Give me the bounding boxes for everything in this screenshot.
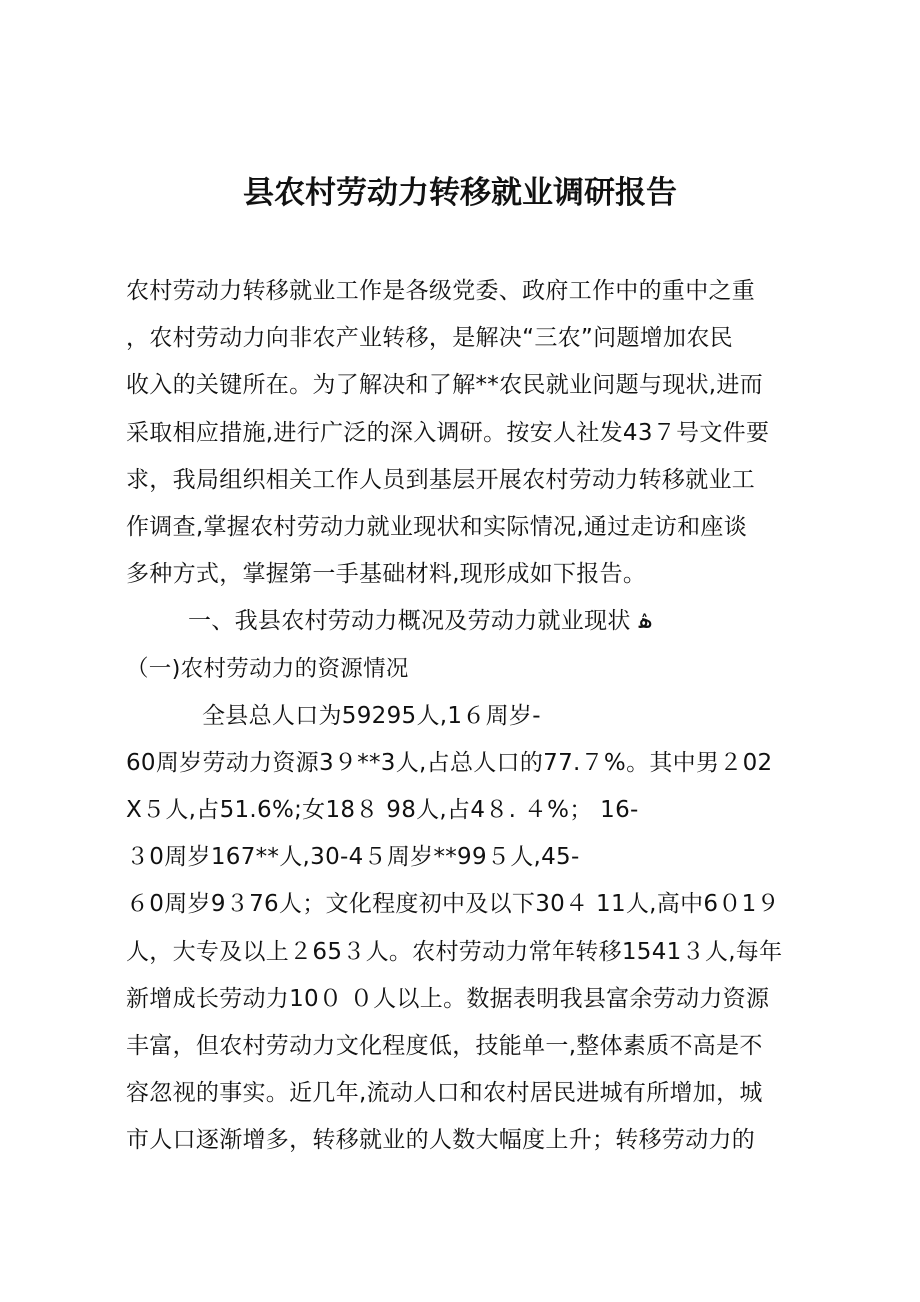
text-line: ６0周岁9３76人；文化程度初中及以下30４ 11人,高中6０1９: [126, 891, 780, 918]
text-line: 人，大专及以上２65３人。农村劳动力常年转移1541３人,每年: [126, 938, 783, 965]
text-line: 容忽视的事实。近几年,流动人口和农村居民进城有所增加，城: [126, 1080, 763, 1107]
text-line: 新增成长劳动力10０ ０人以上。数据表明我县富余劳动力资源: [126, 985, 770, 1012]
text-line: 作调查,掌握农村劳动力就业现状和实际情况,通过走访和座谈: [126, 513, 748, 540]
subsection-heading: （一)农村劳动力的资源情况: [126, 655, 409, 682]
text-line: ３0周岁167**人,30-4５周岁**99５人,45-: [126, 844, 580, 871]
text-line: X５人,占51.6%;女18８ 98人,占4８. ４%； 16-: [126, 797, 639, 824]
text-line: 求，我局组织相关工作人员到基层开展农村劳动力转移就业工: [126, 466, 756, 493]
text-line: 多种方式，掌握第一手基础材料,现形成如下报告。: [126, 561, 647, 588]
document-title: 县农村劳动力转移就业调研报告: [243, 175, 677, 211]
text-line: 收入的关键所在。为了解决和了解**农民就业问题与现状,进而: [126, 372, 764, 399]
text-line: 农村劳动力转移就业工作是各级党委、政府工作中的重中之重: [126, 278, 756, 304]
section-heading: 一、我县农村劳动力概况及劳动力就业现状 ۿ: [188, 608, 652, 635]
document-body: [126, 268, 816, 1165]
text-line: 60周岁劳动力资源3９**3人,占总人口的77.７%。其中男２02: [126, 749, 773, 776]
text-line: 丰富，但农村劳动力文化程度低，技能单一,整体素质不高是不: [126, 1033, 763, 1059]
text-line: 采取相应措施,进行广泛的深入调研。按安人社发43７号文件要: [126, 419, 770, 446]
text-line: 全县总人口为59295人,1６周岁-: [202, 702, 541, 729]
text-line: 市人口逐渐增多，转移就业的人数大幅度上升；转移劳动力的: [126, 1127, 756, 1154]
text-line: ，农村劳动力向非农产业转移，是解决“三农”问题增加农民: [126, 325, 733, 352]
